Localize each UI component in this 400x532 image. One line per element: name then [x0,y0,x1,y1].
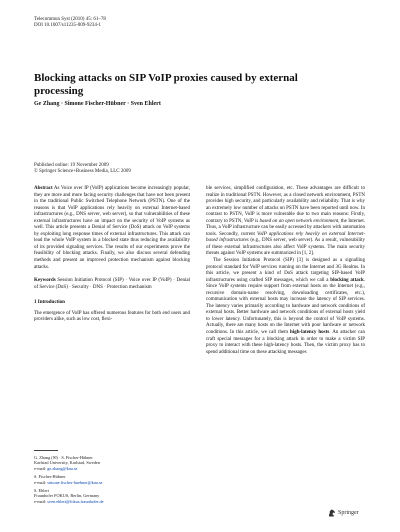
text-run: (e.g., DNS server, web server). As a result, vulnerability of these external infrastructures also affect VoIP systems. The main security threats against VoIP systems are summarized in [1, 2]. [206,238,365,257]
section-heading: 1 Introduction [34,300,65,306]
bold-term: high-latency hosts [290,330,330,336]
email-line [34,499,190,504]
keywords-label: Keywords [34,278,56,284]
affiliation-names: S. Ehlert [34,488,50,494]
affiliation-block [34,474,190,485]
body-paragraph-1 [206,186,365,258]
copyright: © Springer Science+Business Media, LLC 2009 [34,169,131,175]
italic-run: VoIP applications rely heavily on external Internet-based infrastructures [206,231,365,244]
affiliation-institution: Karlstad University, Karlstad, Sweden [34,460,100,466]
email-label: e-mail: [34,465,47,471]
abstract [34,186,190,271]
text-run: ble services, simplified configuration, etc. These advantages are difficult to realize in traditional PSTN. However, as a closed network environment, PSTN provides high security, and particularly availability and reliability. That is why an extremely low number of attacks on PSTN have been reported until now. In contrast to PSTN, VoIP is more vulnerable due to two main reasons: Firstly, contrary to PSTN, VoIP [206,186,365,224]
journal-citation: Telecommun Syst (2010) 45: 61–78 [34,17,106,22]
knight-icon [327,509,336,517]
footnote-rule [34,450,58,451]
affiliation-block [34,455,190,471]
keywords [34,278,190,291]
email-label: e-mail: [34,479,47,485]
email-label: e-mail: [34,498,47,504]
affiliation-names: S. Fischer-Hübner [34,474,66,480]
affiliation-block [34,488,190,504]
text-run: the Internet. Thus, a VoIP infrastructure can be easily accessed by attackers with automation tools. Secondly, current [206,218,365,237]
publisher-name: Springer [338,510,359,516]
email-link[interactable]: simone.fischer-huebner@kau.se [47,479,103,485]
journal-header [34,17,106,29]
doi: DOI 10.1007/s11235-009-9234-1 [34,23,102,29]
affiliations [34,455,190,507]
email-link[interactable]: ge.zhang@kau.se [47,465,78,471]
right-column [206,186,365,356]
affiliation-institution: Fraunhofer FOKUS, Berlin, Germany [34,493,100,499]
intro-paragraph: The emergence of VoIP has offered numerous features for both end users and providers alike, such as low cost, flexi- [34,310,190,323]
abstract-text: As Voice over IP (VoIP) applications become increasingly popular, they are more and more facing security challenges that have not been present in the traditional Public Switched Telephone Network (PSTN). One of the reasons is that VoIP applications rely heavily on external Internet-based infrastructures (e.g., DNS server, web server), so that vulnerabilities of these external infrastructures have an impact on the security of VoIP systems as well. This article presents a Denial of Service (DoS) attack on VoIP systems by exploiting long response times of external infrastructures. This attack can lead the whole VoIP system in a blocked state thus reducing the availability of its provided signaling services. The results of our experiments prove the feasibility of blocking attacks. Finally, we also discuss several defending methods and present an improved protection mechanism against blocking attacks. [34,186,190,270]
affiliation-names: G. Zhang (✉) · S. Fischer-Hübner [34,455,93,460]
italic-run: is based on an open network environment, [254,218,340,224]
keywords-text: Session Initiation Protocol (SIP) · Voice over IP (VoIP) · Denial of Service (DoS) · Security · DNS · Protection mechanism [34,278,191,290]
text-run: . An attacker can craft special messages for a blocking attack in order to make a victim SIP proxy to interact with these high-latency hosts. Then, the victim proxy has to spend additional time on these attacking messages [206,330,365,355]
text-run: . Since VoIP systems require support from external hosts on the Internet (e.g., recursive domain-name resolving, downloading certificates, etc.), communication with external hosts may increase the latency of SIP services. The latency varies primarily according to hardware and network conditions of external hosts. Better hardware and network conditions of external hosts yield to lower latency. Unfortunately, this is beyond the control of VoIP systems. Actually, there are many hosts on the Internet with poor hardware or network conditions. In this article, we call them [206,277,365,336]
left-column [34,186,190,324]
text-run: The Session Initiation Protocol (SIP) [3] is designed as a signalling protocol standard for VoIP services running on the Internet and 3G Realms. In this article, we present a kind of DoS attack targeting SIP-based VoIP infrastructures using crafted SIP messages, which we call a [206,258,365,283]
bold-term: blocking attack [330,277,364,283]
published-date: Published online: 19 November 2009 [34,163,109,168]
abstract-label: Abstract [34,186,53,191]
body-paragraph-2 [206,258,365,356]
email-line [34,480,190,485]
springer-logo [327,509,359,517]
email-line [34,466,190,471]
email-link[interactable]: sven.ehlert@fokus.fraunhofer.de [47,498,104,504]
author-list: Ge Zhang · Simone Fischer-Hübner · Sven Ehlert [34,101,161,107]
publication-info [34,163,131,176]
paper-title: Blocking attacks on SIP VoIP proxies caused by external processing [34,72,298,97]
